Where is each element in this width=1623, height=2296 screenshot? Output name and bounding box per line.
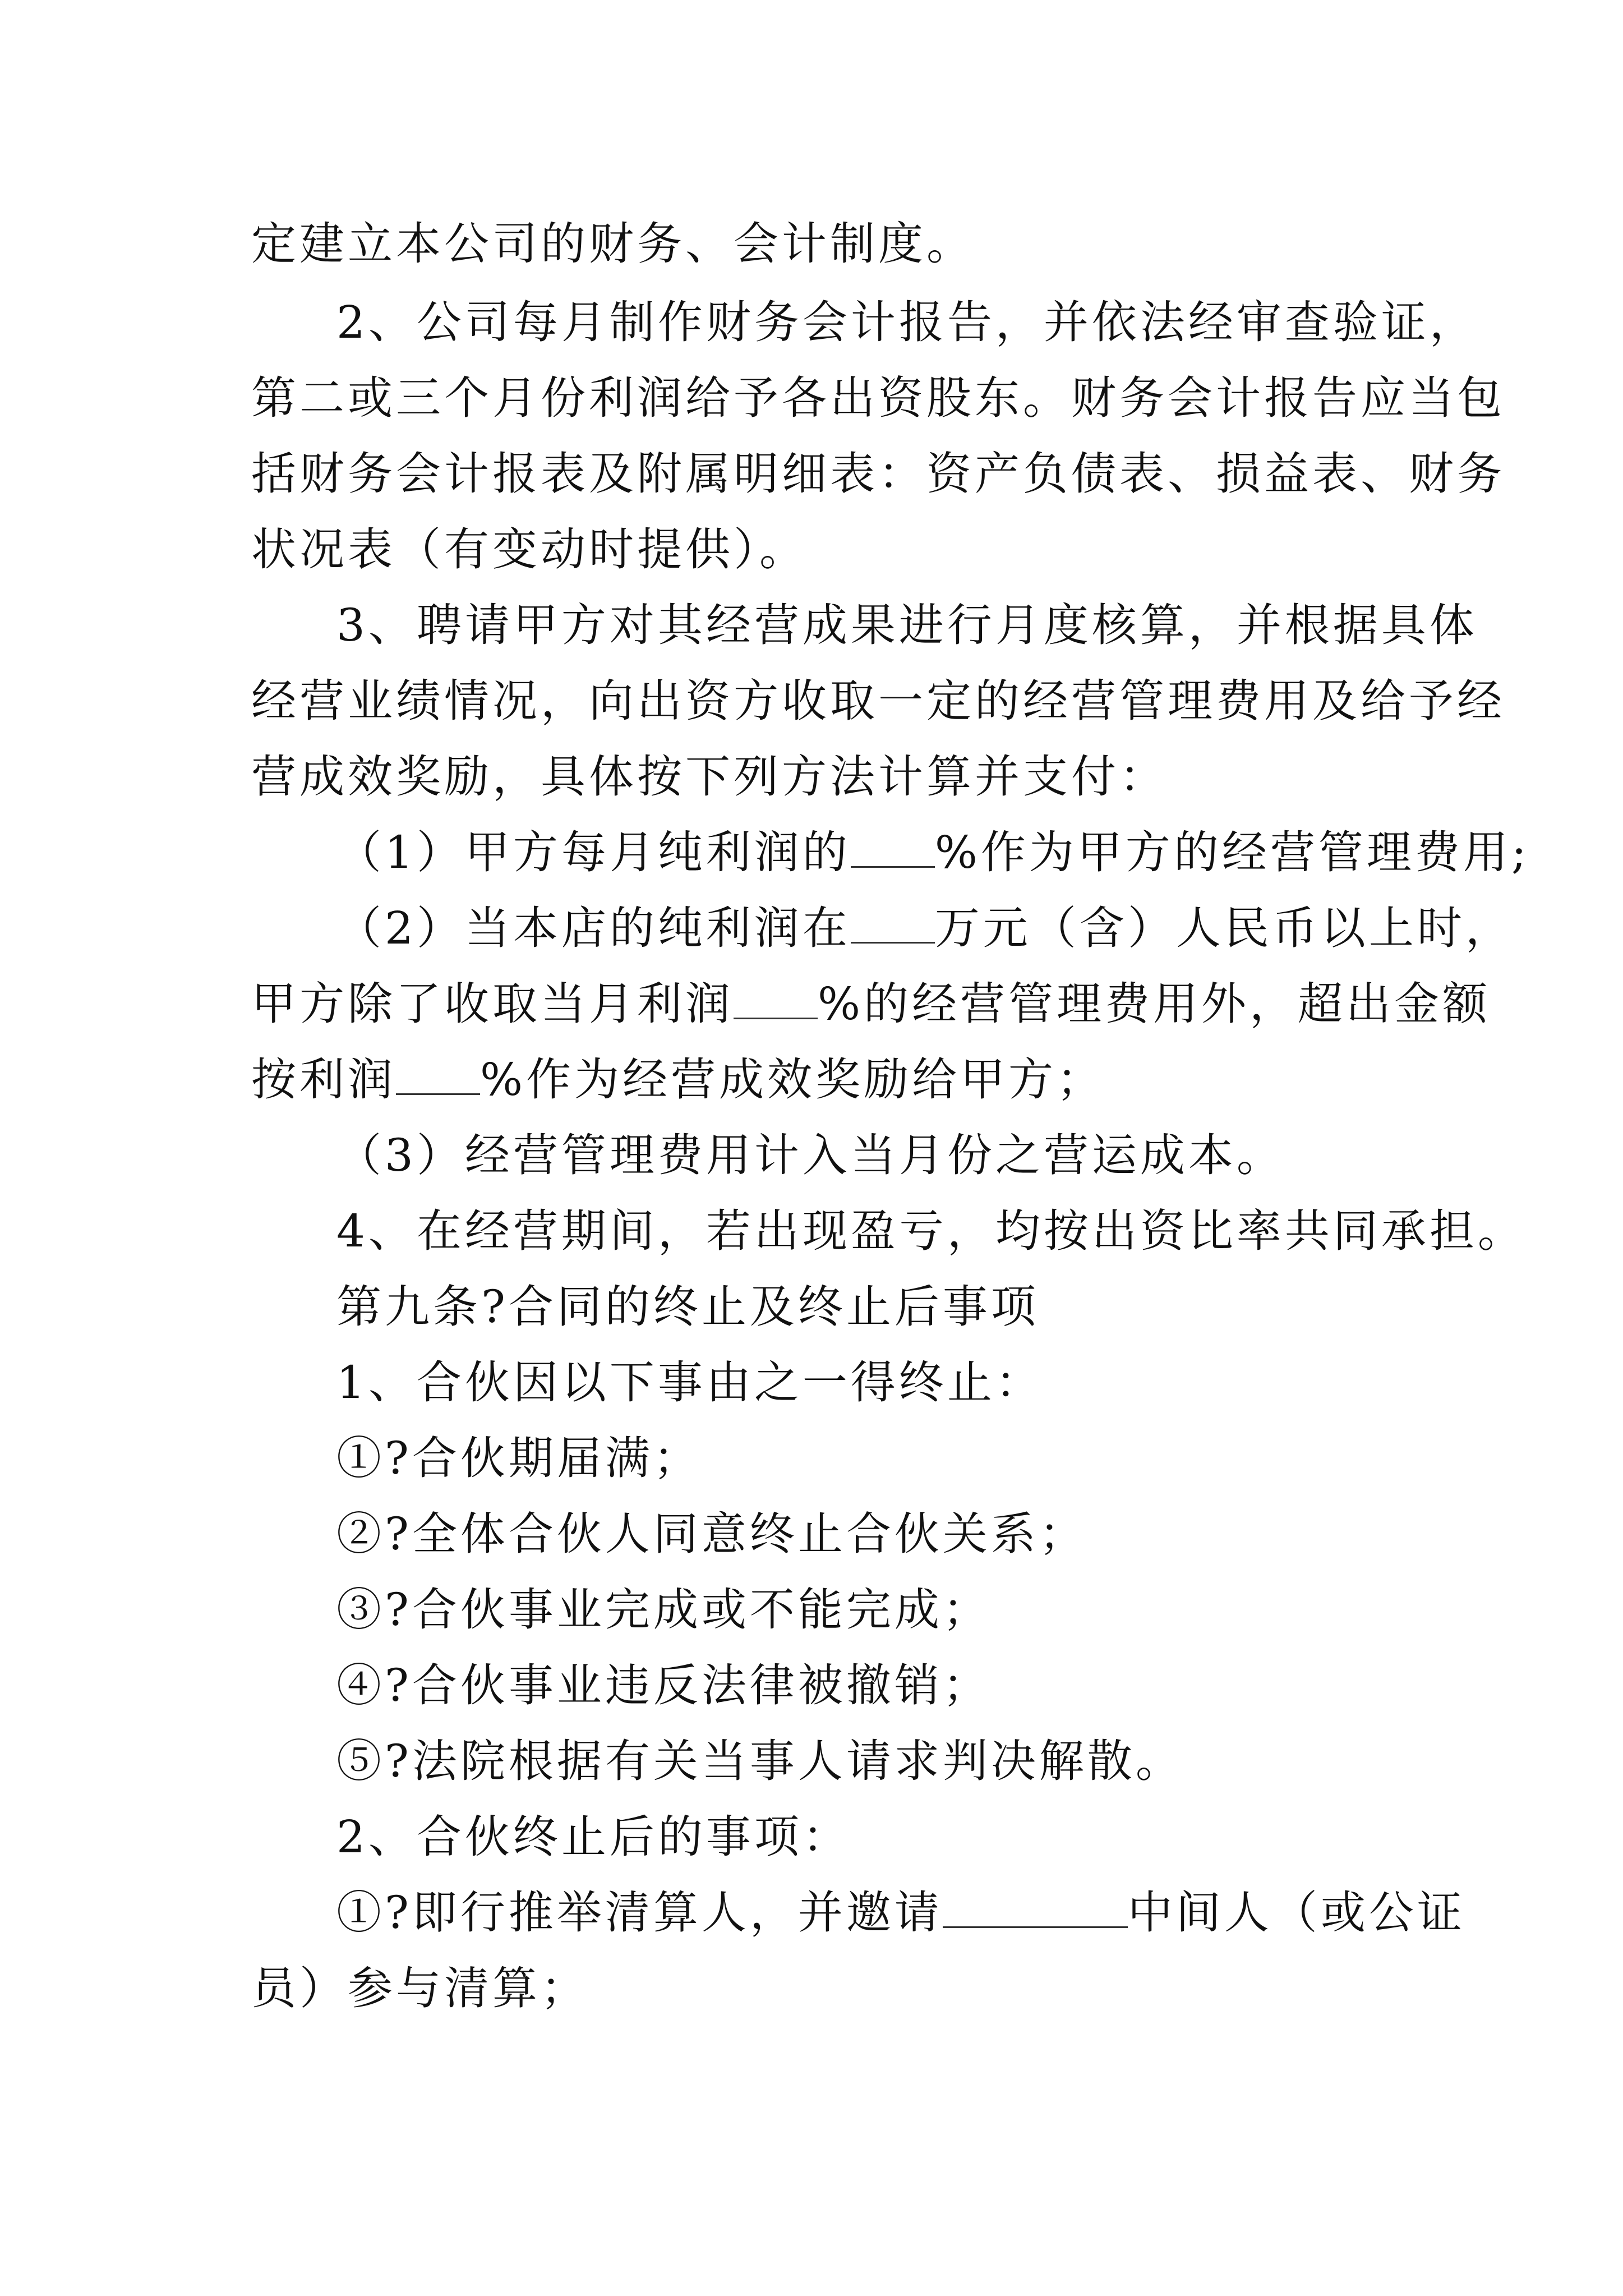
paragraph-line: 括财务会计报表及附属明细表：资产负债表、损益表、财务 bbox=[251, 448, 1505, 500]
paragraph-line: 状况表（有变动时提供）。 bbox=[251, 523, 808, 576]
fill-in-blank[interactable] bbox=[851, 815, 935, 868]
text-fragment: 甲方除了收取当月利润 bbox=[251, 978, 734, 1030]
paragraph-line: 1、合伙因以下事由之一得终止： bbox=[336, 1356, 1044, 1409]
fill-in-blank[interactable] bbox=[943, 1875, 1128, 1928]
text-fragment: 万元（含）人民币以上时， bbox=[934, 902, 1514, 954]
list-item: ①?合伙期届满； bbox=[336, 1432, 702, 1484]
text-fragment: %作为经营成效奖励给甲方； bbox=[480, 1053, 1105, 1106]
fill-in-blank[interactable] bbox=[734, 966, 818, 1019]
text-fragment: ①?即行推举清算人，并邀请 bbox=[336, 1887, 943, 1939]
paragraph-line: 营成效奖励，具体按下列方法计算并支付： bbox=[251, 751, 1168, 803]
paragraph-line: 3、聘请甲方对其经营成果进行月度核算，并根据具体 bbox=[336, 599, 1478, 651]
paragraph-line: 第二或三个月份利润给予各出资股东。财务会计报告应当包 bbox=[251, 372, 1505, 424]
paragraph-line: 4、在经营期间，若出现盈亏，均按出资比率共同承担。 bbox=[336, 1205, 1526, 1257]
text-fragment: （1）甲方每月纯利润的 bbox=[336, 826, 851, 878]
paragraph-line: 员）参与清算； bbox=[251, 1962, 589, 2014]
fill-in-blank[interactable] bbox=[396, 1042, 480, 1095]
text-fragment: 中间人（或公证 bbox=[1127, 1887, 1465, 1939]
text-fragment: %的经营管理费用外，超出金额 bbox=[818, 978, 1491, 1030]
text-fragment: 按利润 bbox=[251, 1053, 396, 1106]
list-item: ③?合伙事业完成或不能完成； bbox=[336, 1584, 991, 1636]
text-fragment: （2）当本店的纯利润在 bbox=[336, 902, 851, 954]
paragraph-line: 经营业绩情况，向出资方收取一定的经营管理费用及给予经 bbox=[251, 675, 1505, 727]
paragraph-line: 2、公司每月制作财务会计报告，并依法经审查验证， bbox=[336, 296, 1478, 348]
paragraph-line: 定建立本公司的财务、会计制度。 bbox=[251, 218, 975, 270]
section-heading: 第九条?合同的终止及终止后事项 bbox=[336, 1281, 1039, 1333]
paragraph-line: （3）经营管理费用计入当月份之营运成本。 bbox=[336, 1129, 1285, 1181]
list-item: ④?合伙事业违反法律被撤销； bbox=[336, 1659, 991, 1711]
list-item: ②?全体合伙人同意终止合伙关系； bbox=[336, 1508, 1087, 1560]
paragraph-line: 2、合伙终止后的事项： bbox=[336, 1811, 851, 1863]
list-item: ⑤?法院根据有关当事人请求判决解散。 bbox=[336, 1735, 1184, 1787]
fill-in-blank[interactable] bbox=[851, 890, 935, 944]
text-fragment: %作为甲方的经营管理费用; bbox=[934, 826, 1530, 878]
